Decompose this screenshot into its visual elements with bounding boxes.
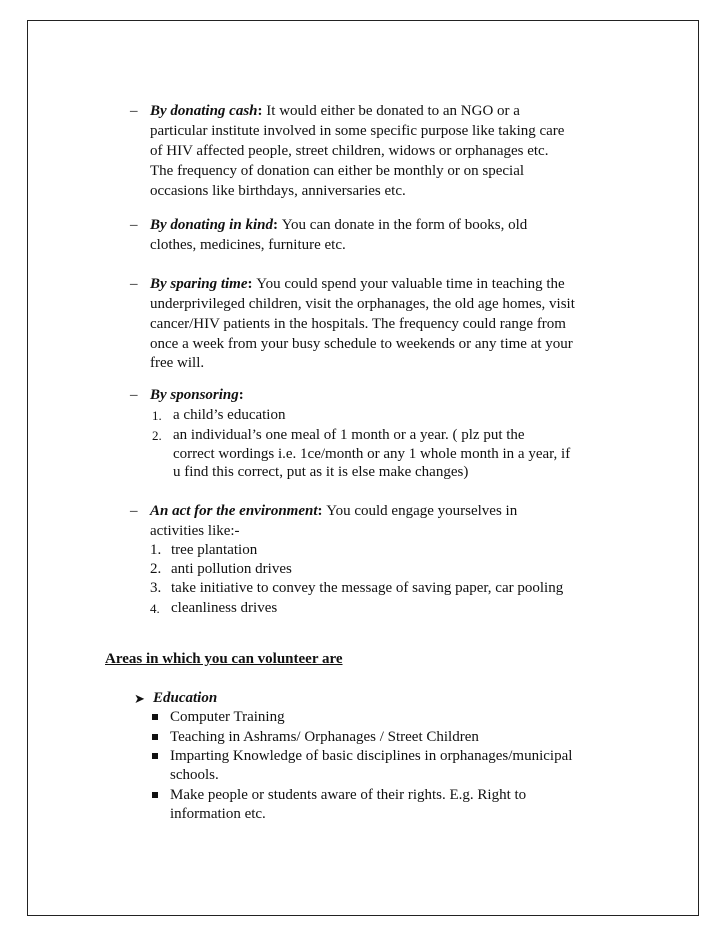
dash-bullet: – <box>130 103 138 119</box>
way-1-line-4: The frequency of donation can either be monthly or on special <box>150 163 525 179</box>
square-bullet-icon <box>152 753 158 759</box>
way-term: By donating in kind <box>150 217 273 233</box>
way-term: By sparing time <box>150 276 248 292</box>
area-item-4-line-1: Make people or students aware of their rights. E.g. Right to <box>170 787 527 803</box>
way-5-line-1 <box>150 502 517 521</box>
way-2-line-2: clothes, medicines, furniture etc. <box>150 237 346 253</box>
env-item-1: tree plantation <box>171 542 258 558</box>
term-separator: : <box>257 103 267 119</box>
env-item-3: take initiative to convey the message of saving paper, car pooling <box>171 580 564 596</box>
way-1-line-1 <box>150 102 520 121</box>
way-term: By donating cash <box>150 103 258 119</box>
area-item-2: Teaching in Ashrams/ Orphanages / Street Children <box>170 729 479 745</box>
env-item-2: anti pollution drives <box>171 561 292 577</box>
area-title: Education <box>153 690 218 706</box>
sponsor-item-1: a child’s education <box>173 407 286 423</box>
way-text: You can donate in the form of books, old <box>281 217 528 233</box>
way-text: You could spend your valuable time in teaching the <box>256 276 565 292</box>
section-heading: Areas in which you can volunteer are <box>105 651 343 667</box>
env-item-3-number: 3. <box>150 580 162 596</box>
env-item-4-number: 4. <box>150 601 160 616</box>
way-3-line-3: cancer/HIV patients in the hospitals. The frequency could range from <box>150 316 566 332</box>
square-bullet-icon <box>152 792 158 798</box>
term-separator: : <box>247 276 257 292</box>
area-item-3-line-2: schools. <box>170 767 219 783</box>
env-item-2-number: 2. <box>150 561 162 577</box>
way-1-line-5: occasions like birthdays, anniversaries etc. <box>150 183 406 199</box>
square-bullet-icon <box>152 714 158 720</box>
area-item-3-line-1: Imparting Knowledge of basic disciplines in orphanages/municipal <box>170 748 573 764</box>
way-3-line-2: underprivileged children, visit the orphanages, the old age homes, visit <box>150 296 575 312</box>
sponsor-item-2-line-2: correct wordings i.e. 1ce/month or any 1 whole month in a year, if <box>173 446 571 462</box>
env-item-4: cleanliness drives <box>171 600 278 616</box>
item-number: 1. <box>152 408 162 423</box>
arrow-bullet-icon: ➤ <box>134 691 145 706</box>
way-term: An act for the environment <box>150 503 318 519</box>
way-5-line-2: activities like:- <box>150 523 240 539</box>
term-separator: : <box>272 217 282 233</box>
way-term: By sponsoring <box>150 387 239 403</box>
term-separator: : <box>317 503 327 519</box>
way-1-line-3: of HIV affected people, street children, widows or orphanages etc. <box>150 143 549 159</box>
dash-bullet: – <box>130 387 138 403</box>
dash-bullet: – <box>130 217 138 233</box>
way-text: You could engage yourselves in <box>326 503 518 519</box>
way-2-line-1 <box>150 216 527 235</box>
way-1-line-2: particular institute involved in some specific purpose like taking care <box>150 123 565 139</box>
way-4-line-1 <box>150 386 244 405</box>
dash-bullet: – <box>130 276 138 292</box>
sponsor-item-2-line-1: an individual’s one meal of 1 month or a year. ( plz put the <box>173 427 525 443</box>
way-3-line-4: once a week from your busy schedule to weekends or any time at your <box>150 336 573 352</box>
dash-bullet: – <box>130 503 138 519</box>
way-3-line-5: free will. <box>150 355 205 371</box>
area-item-1: Computer Training <box>170 709 285 725</box>
square-bullet-icon <box>152 734 158 740</box>
item-number: 2. <box>152 428 162 443</box>
area-item-4-line-2: information etc. <box>170 806 266 822</box>
way-text: It would either be donated to an NGO or a <box>266 103 520 119</box>
way-3-line-1 <box>150 275 565 294</box>
env-item-1-number: 1. <box>150 542 162 558</box>
sponsor-item-2-line-3: u find this correct, put as it is else make changes) <box>173 464 469 480</box>
term-separator: : <box>238 387 244 403</box>
